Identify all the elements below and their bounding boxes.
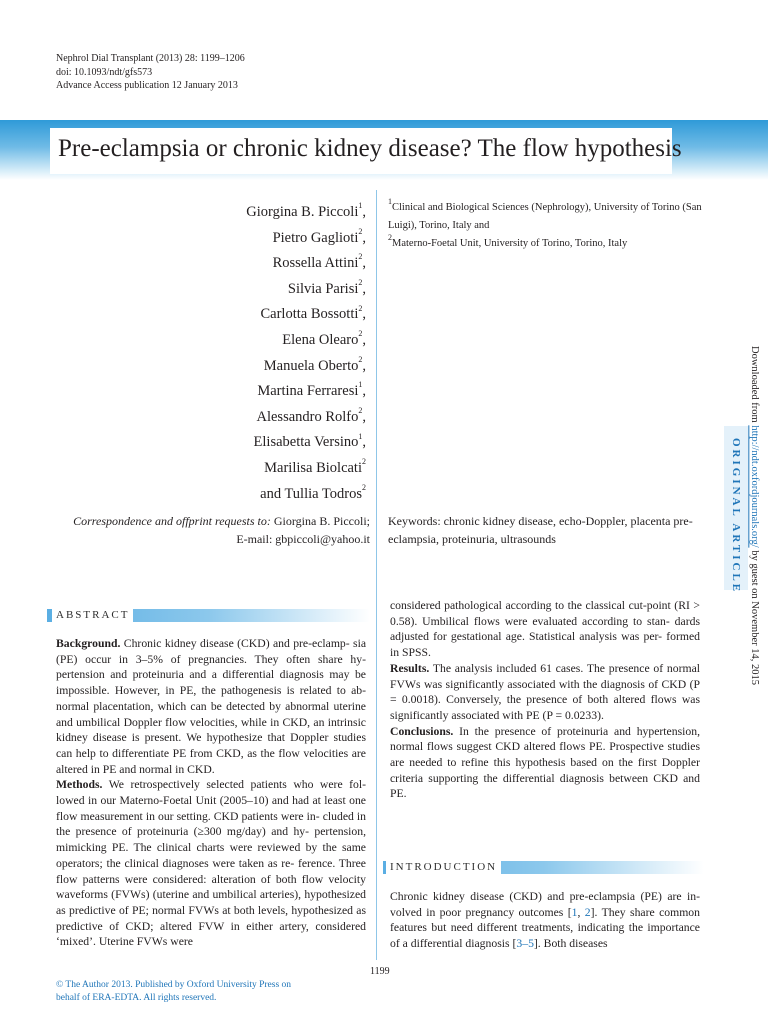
advance-access: Advance Access publication 12 January 2013 (56, 80, 238, 91)
ref-link-2[interactable]: 2 (584, 905, 591, 919)
affiliation-2: $^2$Materno-Foetal Unit, University of Torino, Torino, Italy (388, 232, 628, 249)
author-name: Martina Ferraresi$^1$, (257, 380, 366, 400)
affiliation-1: $^1$Clinical and Biological Sciences (Nephrology), University of Torino (San Luigi), Torino, Italy and (388, 196, 702, 231)
copyright-footer: © The Author 2013. Published by Oxford University Press on behalf of ERA-EDTA. All rights reserved. (56, 980, 292, 1003)
abstract-right-column (390, 598, 700, 802)
author-name: Rossella Attini$^2$, (272, 252, 366, 272)
author-name: and Tullia Todros$^2$ (260, 482, 366, 502)
author-name: Giorgina B. Piccoli$^1$, (246, 201, 366, 220)
conclusions-label: Conclusions. (390, 724, 454, 738)
doi: doi: 10.1093/ndt/gfs573 (56, 66, 153, 78)
article-title: Pre-eclampsia or chronic kidney disease? The flow hypothesis (58, 135, 682, 162)
background-text: Chronic kidney disease (CKD) and pre-eclamp- sia (PE) occur in 3–5% of pregnancies. They often share hy- pertension and proteinuria and a differential diagnosis may be impossible. However, in PE, the pathogenesis is related to ab- normal placentation, which can be detected by abnormal uterine and umbilical Doppler flow velocities, while in CKD, an intrinsic kidney disease is present. We hypothesize that Doppler studies can help to differentiate PE from CKD, as the flow velocities are altered in PE and normal in CKD. (56, 637, 367, 776)
author-name: Alessandro Rolfo$^2$, (256, 405, 366, 425)
ref-link-3-5[interactable]: 3–5 (516, 937, 534, 951)
correspondence (60, 512, 370, 548)
download-notice: Downloaded from http://ndt.oxfordjournals.org/ by guest on November 14, 2015 (749, 346, 760, 685)
keywords-label: Keywords: (388, 514, 441, 528)
author-name: Manuela Oberto$^2$, (263, 354, 366, 374)
keywords (388, 512, 704, 548)
background-label: Background. (56, 637, 121, 650)
author-name: Elena Olearo$^2$, (282, 329, 366, 348)
abstract-heading: ABSTRACT (52, 608, 133, 622)
author-name: Pietro Gaglioti$^2$, (272, 226, 366, 246)
correspondence-text: Giorgina B. Piccoli; E-mail: gbpiccoli@yahoo.it (236, 514, 370, 546)
author-name: Marilisa Biolcati$^2$ (264, 457, 366, 476)
abstract-left-column (56, 636, 366, 950)
affiliations (388, 196, 704, 253)
author-name: Carlotta Bossotti$^2$, (260, 303, 366, 323)
abstract-continued-text: considered pathological according to the classical cut-point (RI > 0.58). Umbilical flows were evaluated according to stan- dards adjusted for gestational age. Statistical analysis was per- formed in SPSS. (390, 599, 700, 660)
original-article-label: ORIGINAL ARTICLE (730, 438, 742, 595)
journal-citation: Nephrol Dial Transplant (2013) 28: 1199–1206 (56, 53, 245, 64)
methods-text: We retrospectively selected patients who were fol- lowed in our Materno-Foetal Unit (2005–10) and had at least one flow measurement in our setting. CKD patients were in- cluded in the presence of proteinuria (≥300 mg/day) and hy- pertension, mimicking PE. The clinical charts were reviewed by the same operators; the clinical diagnoses were taken as re- ference. Three flow patterns were considered: alteration of both flow velocity waveforms (FVWs) (uterine and umbilical arteries), hypothesized as predictive of PE; normal FVWs at both levels, hypothesized as predictive of CKD; altered FVW in either artery, considered ‘mixed’. Uterine FVWs were (56, 778, 366, 949)
introduction-text: Chronic kidney disease (CKD) and pre-eclampsia (PE) are in- volved in poor pregnancy outcomes [1, 2]. They share common features but need different treatments, indicating the importance of a differential diagnosis [3–5]. Both diseases (390, 890, 700, 951)
journal-url-link[interactable]: http://ndt.oxfordjournals.org/ (749, 425, 760, 548)
author-list (246, 200, 366, 507)
methods-label: Methods. (56, 778, 103, 792)
introduction-heading: INTRODUCTION (386, 860, 501, 874)
author-name: Elisabetta Versino$^1$, (253, 431, 366, 451)
results-label: Results. (390, 661, 430, 675)
column-divider (376, 190, 377, 960)
ref-link-1[interactable]: 1 (571, 905, 578, 919)
page-number: 1199 (370, 966, 390, 977)
journal-header (56, 52, 245, 93)
keywords-text: chronic kidney disease, echo-Doppler, placenta pre-eclampsia, proteinuria, ultrasounds (388, 514, 693, 546)
conclusions-text: In the presence of proteinuria and hypertension, normal flows suggest CKD altered flows PE. Prospective studies are needed to refine this hypothesis based on the first Doppler criteria supporting the differential diagnosis between CKD and PE. (390, 724, 700, 801)
results-text: The analysis included 61 cases. The presence of normal FVWs was significantly associated with the diagnosis of CKD (P = 0.0018). Conversely, the presence of both altered flows was significantly associated with PE (P = 0.0233). (390, 661, 700, 722)
correspondence-label: Correspondence and offprint requests to: (73, 514, 271, 528)
author-name: Silvia Parisi$^2$, (287, 277, 366, 297)
